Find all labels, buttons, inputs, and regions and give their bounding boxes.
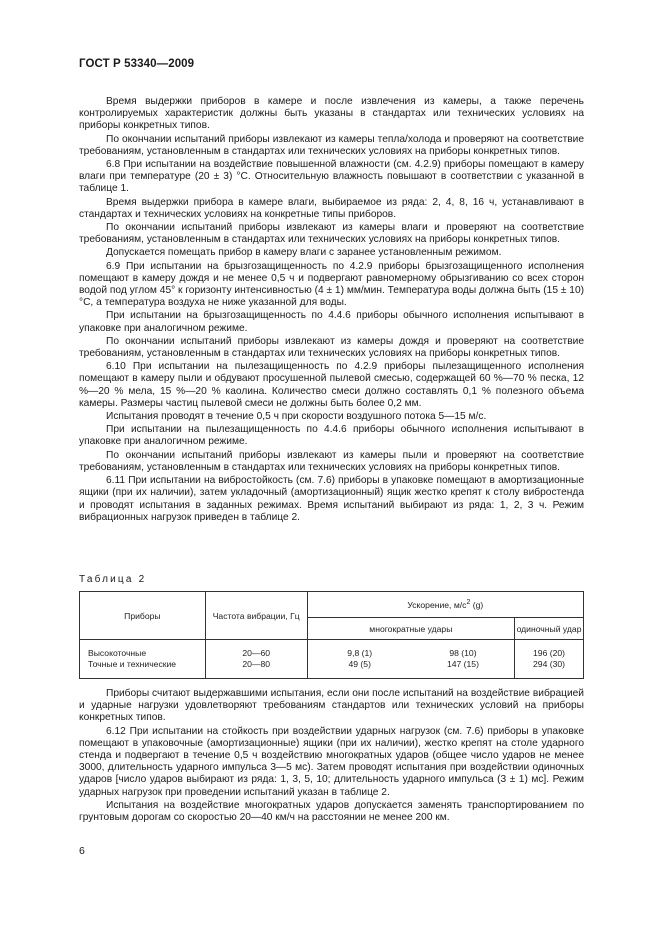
frequency-value: 20—60 <box>242 648 271 658</box>
paragraph: По окончании испытаний приборы извлекают из камеры дождя и проверяют на соответствие требованиям, установленным в стандартах или технических условиях на приборы конкретных типов. <box>79 335 584 360</box>
paragraph: По окончании испытаний приборы извлекают из камеры тепла/холода и проверяют на соответствие требованиям, установленным в стандартах или технических условиях на приборы конкретных типов. <box>79 133 584 157</box>
header-single: одиночный удар <box>515 618 584 640</box>
paragraph: Испытания на воздействие многократных ударов допускается заменять транспортированием по грунтовым дорогам со скоростью 20—40 км/ч на расстоянии не менее 200 км. <box>79 799 584 824</box>
paragraph: Время выдержки прибора в камере влаги, выбираемое из ряда: 2, 4, 8, 16 ч, устанавливают в стандартах и технических условиях на конкретные типы приборов. <box>79 196 584 220</box>
header-acceleration-unit: (g) <box>470 599 484 610</box>
table-caption: Таблица 2 <box>79 574 147 585</box>
paragraph: 6.8 При испытании на воздействие повышенной влажности (см. 4.2.9) приборы помещают в камеру влаги при температуре (20 ± 3) °С. Относительную влажность повышают в соответствии с указанной в таблице 1. <box>79 159 584 195</box>
table-row <box>80 640 584 679</box>
device-name: Точные и технические <box>88 659 177 669</box>
paragraph: При испытании на пылезащищенность по 4.4.6 приборы обычного исполнения испытывают в упаковке при аналогичном режиме. <box>79 424 584 448</box>
paragraph: 6.9 При испытании на брызгозащищенность по 4.2.9 приборы брызгозащищенного исполнения помещают в камеру дождя и не менее 0,5 ч и подвергают равномерному обрызгиванию со всех сторон водой под углом 45° к горизонту интенсивностью (4 ± 1) мм/мин. Температура воды должна быть (15 ± 10) °С, а температура воздуха не ниже указанной для воды. <box>79 260 584 309</box>
page-number: 6 <box>79 845 85 857</box>
multiple-a-value: 49 (5) <box>348 659 371 669</box>
multiple-b-value: 98 (10) <box>449 648 477 658</box>
paragraph: Допускается помещать прибор в камеру влаги с заранее установленным режимом. <box>106 247 502 259</box>
paragraph: Испытания проводят в течение 0,5 ч при скорости воздушного потока 5—15 м/с. <box>106 411 487 423</box>
paragraph: По окончании испытаний приборы извлекают из камеры пыли и проверяют на соответствие требованиям, установленным в стандартах или технических условиях на приборы конкретных типов. <box>79 449 584 473</box>
devices-cell <box>80 640 206 679</box>
header-devices: Приборы <box>80 592 206 640</box>
paragraph: 6.10 При испытании на пылезащищенность по 4.2.9 приборы пылезащищенного исполнения помещают в камеру пыли и обдувают просушенной пылевой смесью, содержащей 60 %—70 % песка, 12 %—20 % мела, 15 %—20 % каолина. Количество смеси должно составлять 0,1 % полезного объема камеры. Размеры частиц пылевой смеси не должны быть более 0,2 мм. <box>79 361 584 409</box>
single-value: 196 (20) <box>533 648 566 658</box>
header-frequency: Частота вибрации, Гц <box>205 592 307 640</box>
frequency-cell <box>205 640 307 679</box>
body-text-after-table <box>79 688 584 825</box>
multiple-a-cell <box>307 640 412 679</box>
paragraph: По окончании испытаний приборы извлекают из камеры влаги и проверяют на соответствие требованиям, установленным в стандартах или технических условиях на приборы конкретных типов. <box>79 222 584 246</box>
single-cell <box>515 640 584 679</box>
paragraph: Приборы считают выдержавшими испытания, если они после испытаний на воздействие вибрацией и ударные нагрузки удовлетворяют требованиям стандартов или технических условий на приборы конкретных типов. <box>79 688 584 724</box>
multiple-a-value: 9,8 (1) <box>347 648 373 658</box>
paragraph: При испытании на брызгозащищенность по 4.4.6 приборы обычного исполнения испытывают в упаковке при аналогичном режиме. <box>79 310 584 334</box>
paragraph: 6.12 При испытании на стойкость при воздействии ударных нагрузок (см. 7.6) приборы в упаковке помещают в упаковочные (амортизационные) ящики (при их наличии), жестко крепят на столе ударного стенда и подвергают в течение 0,5 ч воздействию многократных ударов (общее число ударов не менее 3000, длительность ударного импульса 3—5 мс). Затем проводят испытания при воздействии одиночных ударов [число ударов выбирают из ряда: 1, 3, 5, 10; длительность ударного импульса (3 ± 1) мс]. Режим ударных нагрузок при проведении испытаний указан в таблице 2. <box>79 725 584 798</box>
document-header: ГОСТ Р 53340—2009 <box>79 58 195 70</box>
device-name: Высокоточные <box>88 648 147 658</box>
header-acceleration <box>307 592 583 618</box>
vibration-table <box>79 591 584 679</box>
frequency-value: 20—80 <box>242 659 271 669</box>
header-acceleration-sup: 2 <box>466 598 471 606</box>
multiple-b-value: 147 (15) <box>446 659 479 669</box>
body-text <box>79 96 584 525</box>
header-acceleration-label: Ускорение, м/с <box>407 599 467 610</box>
multiple-b-cell <box>412 640 515 679</box>
paragraph: Время выдержки приборов в камере и после извлечения из камеры, а также перечень контролируемых характеристик должны быть указаны в стандартах или технических условиях на приборы конкретных типов. <box>79 96 584 132</box>
paragraph: 6.11 При испытании на вибростойкость (см. 7.6) приборы в упаковке помещают в амортизационные ящики (при их наличии), затем укладочный (амортизационный) ящик жестко крепят к столу вибростенда и проводят испытания в заданных режимах. Время испытаний выбирают из ряда: 1, 2, 3 ч. Режим вибрационных нагрузок приведен в таблице 2. <box>79 475 584 523</box>
header-multiple: многократные удары <box>307 618 514 640</box>
single-value: 294 (30) <box>533 659 566 669</box>
